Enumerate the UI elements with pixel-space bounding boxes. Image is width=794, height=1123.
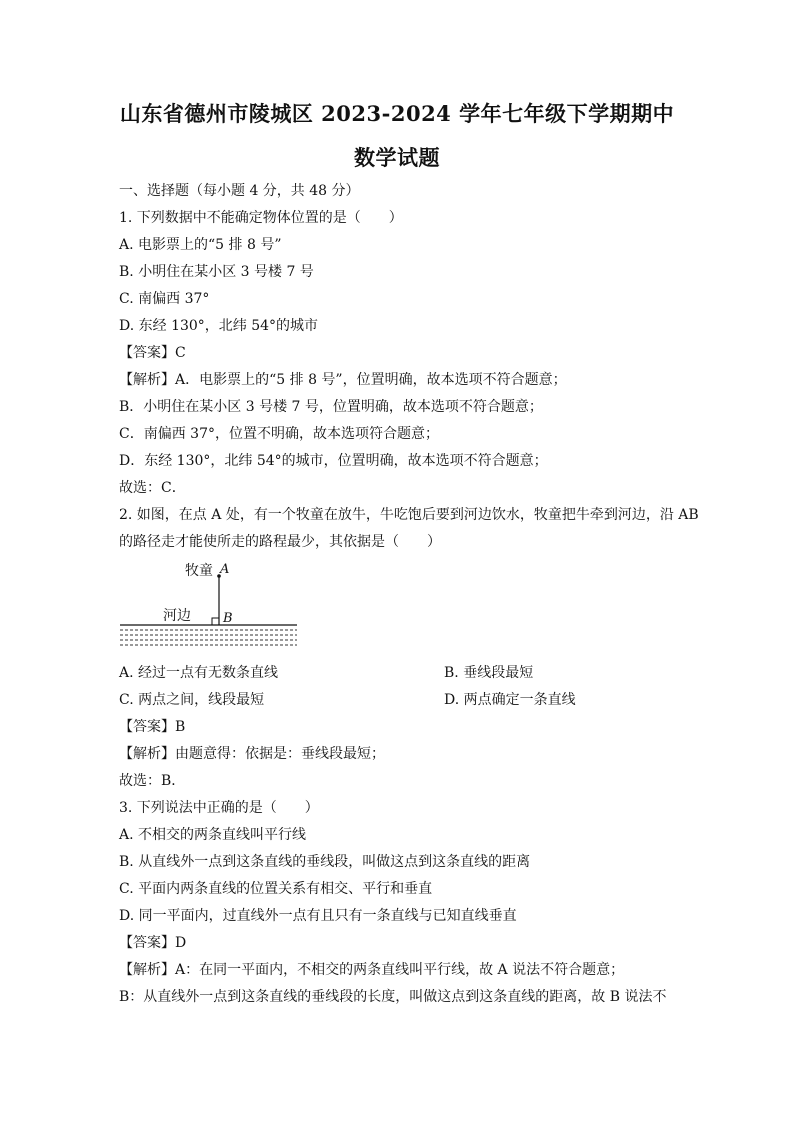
question-3-option-c: C. 平面内两条直线的位置关系有相交、平行和垂直	[119, 881, 433, 897]
question-2-option-b: B. 垂线段最短	[444, 665, 534, 681]
question-1-option-b: B. 小明住在某小区 3 号楼 7 号	[119, 264, 314, 280]
section-heading: 一、选择题（每小题 4 分，共 48 分）	[119, 183, 360, 199]
question-1-option-d: D. 东经 130°，北纬 54°的城市	[119, 318, 319, 334]
label-point-a: A	[220, 562, 230, 577]
question-3-option-d: D. 同一平面内，过直线外一点有且只有一条直线与已知直线垂直	[119, 908, 517, 924]
question-3-stem: 3. 下列说法中正确的是（ ）	[119, 800, 319, 816]
document-subtitle: 数学试题	[354, 145, 440, 170]
question-2-stem-line2: 的路径走才能使所走的路程最少，其依据是（ ）	[119, 534, 441, 550]
question-1-stem: 1. 下列数据中不能确定物体位置的是（ ）	[119, 210, 403, 226]
question-2-figure	[115, 556, 305, 648]
question-2-conclusion: 故选：B．	[119, 773, 186, 789]
question-3-option-a: A. 不相交的两条直线叫平行线	[119, 827, 307, 843]
question-1-conclusion: 故选：C．	[119, 480, 186, 496]
right-angle-mark	[212, 618, 219, 625]
label-point-b: B	[223, 611, 233, 626]
question-2-option-c: C. 两点之间，线段最短	[119, 692, 265, 708]
question-2-option-a: A. 经过一点有无数条直线	[119, 665, 279, 681]
question-3-answer: 【答案】D	[119, 935, 187, 951]
question-2-answer: 【答案】B	[119, 719, 186, 735]
question-1-option-a: A. 电影票上的“5 排 8 号”	[119, 237, 282, 253]
label-shepherd: 牧童	[185, 563, 213, 579]
document-title: 山东省德州市陵城区 2023-2024 学年七年级下学期期中	[119, 101, 675, 126]
question-1-analysis-line: 【解析】A．电影票上的“5 排 8 号”，位置明确，故本选项不符合题意；	[119, 372, 567, 388]
label-riverside: 河边	[163, 608, 191, 624]
question-1-analysis-line: C．南偏西 37°，位置不明确，故本选项符合题意；	[119, 426, 439, 442]
question-1-analysis-line: B．小明住在某小区 3 号楼 7 号，位置明确，故本选项不符合题意；	[119, 399, 543, 415]
question-2-option-d: D. 两点确定一条直线	[444, 692, 576, 708]
question-1-analysis-line: D．东经 130°，北纬 54°的城市，位置明确，故本选项不符合题意；	[119, 453, 548, 469]
question-2-analysis-line: 【解析】由题意得：依据是：垂线段最短；	[119, 746, 385, 762]
question-3-analysis-line: B：从直线外一点到这条直线的垂线段的长度，叫做这点到这条直线的距离，故 B 说法不	[119, 989, 667, 1005]
question-3-option-b: B. 从直线外一点到这条直线的垂线段，叫做这点到这条直线的距离	[119, 854, 531, 870]
question-1-option-c: C. 南偏西 37°	[119, 291, 210, 307]
question-3-analysis-line: 【解析】A：在同一平面内，不相交的两条直线叫平行线，故 A 说法不符合题意；	[119, 962, 625, 978]
question-2-stem-line1: 2. 如图，在点 A 处，有一个牧童在放牛，牛吃饱后要到河边饮水，牧童把牛牵到河边，沿 AB	[119, 507, 699, 523]
question-1-answer: 【答案】C	[119, 345, 186, 361]
